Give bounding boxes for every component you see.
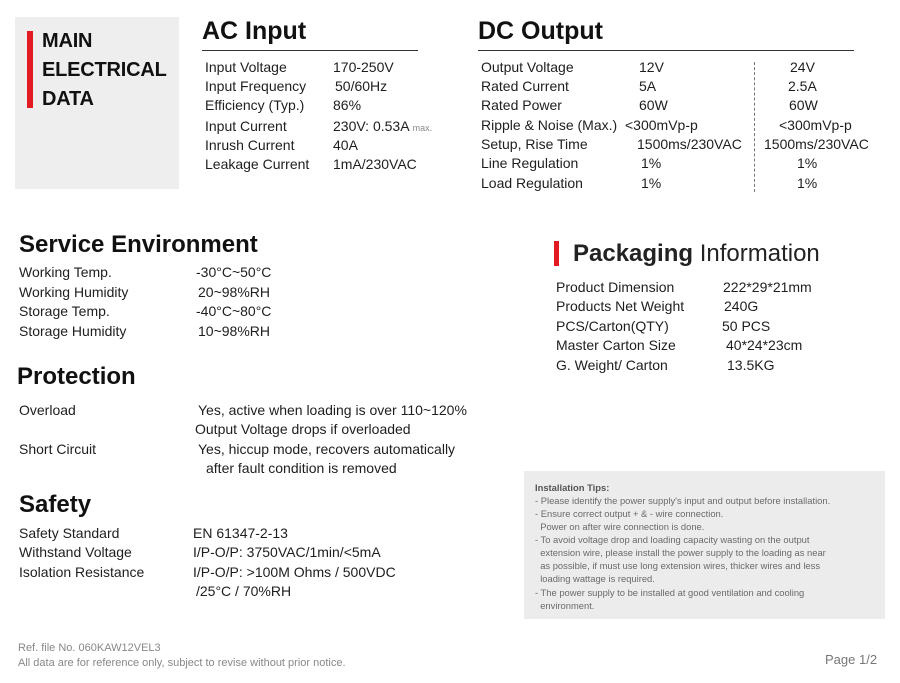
dc-row-label: Load Regulation xyxy=(481,175,583,191)
safety-row-label: Safety Standard xyxy=(19,525,120,541)
main-electrical-data-box xyxy=(15,17,179,189)
packaging-row-label: Product Dimension xyxy=(556,279,675,295)
ac-row-value: 1mA/230VAC xyxy=(333,156,417,172)
packaging-row-label: G. Weight/ Carton xyxy=(556,357,668,373)
packaging-row-label: Master Carton Size xyxy=(556,337,676,353)
protection-title: Protection xyxy=(17,363,136,390)
dc-row-24v: 60W xyxy=(789,97,818,113)
page-number: Page 1/2 xyxy=(825,652,878,667)
dc-row-label: Setup, Rise Time xyxy=(481,136,588,152)
dc-row-12v: 1% xyxy=(641,175,662,191)
dc-row-12v: 12V xyxy=(639,59,664,75)
packaging-title-rest: Information xyxy=(693,240,820,267)
ac-row-label: Input Voltage xyxy=(205,59,287,75)
service-row-value: -40°C~80°C xyxy=(196,303,272,319)
ac-row-label: Leakage Current xyxy=(205,156,310,172)
disclaimer: All data are for reference only, subject to revise without prior notice. xyxy=(18,657,346,669)
short-circuit-value-line-1: Yes, hiccup mode, recovers automatically xyxy=(198,441,456,457)
service-row-label: Storage Humidity xyxy=(19,323,127,339)
service-row-label: Storage Temp. xyxy=(19,303,110,319)
ac-row-value: 86% xyxy=(333,97,362,113)
ac-row-value xyxy=(333,118,432,134)
packaging-title xyxy=(573,240,820,268)
safety-row-label: Withstand Voltage xyxy=(19,544,132,560)
packaging-accent-bar xyxy=(554,241,559,266)
dc-row-label: Output Voltage xyxy=(481,59,574,75)
tip-line: environment. xyxy=(535,600,595,611)
packaging-row-value: 40*24*23cm xyxy=(726,337,803,353)
dc-row-label: Rated Power xyxy=(481,97,562,113)
packaging-row-label: Products Net Weight xyxy=(556,298,685,314)
ac-row-label: Input Frequency xyxy=(205,78,307,94)
input-current-value: 230V: 0.53A xyxy=(333,118,409,134)
tip-line: - The power supply to be installed at good ventilation and cooling xyxy=(535,587,805,598)
main-title-line-2: ELECTRICAL xyxy=(42,59,167,81)
reference-file-number: Ref. file No. 060KAW12VEL3 xyxy=(18,642,161,654)
safety-row-value: I/P-O/P: 3750VAC/1min/<5mA xyxy=(193,544,381,560)
dc-row-24v: 2.5A xyxy=(788,78,817,94)
tip-line: extension wire, please install the power supply to the loading as near xyxy=(535,547,826,558)
isolation-value-continued: /25°C / 70%RH xyxy=(196,583,292,599)
dc-row-label: Ripple & Noise (Max.) xyxy=(481,117,618,133)
short-circuit-value-line-2: after fault condition is removed xyxy=(206,460,397,476)
column-divider xyxy=(754,62,755,192)
safety-row-label: Isolation Resistance xyxy=(19,564,145,580)
service-row-value: -30°C~50°C xyxy=(196,264,272,280)
service-row-label: Working Humidity xyxy=(19,284,129,300)
overload-value-line-1: Yes, active when loading is over 110~120% xyxy=(198,402,467,418)
ac-input-rule xyxy=(202,50,418,51)
dc-row-24v: 1% xyxy=(797,175,818,191)
dc-row-24v: 1500ms/230VAC xyxy=(764,136,869,152)
service-row-label: Working Temp. xyxy=(19,264,112,280)
packaging-row-value: 13.5KG xyxy=(727,357,775,373)
max-note: max. xyxy=(412,123,433,133)
tip-line: - Please identify the power supply's input and output before installation. xyxy=(535,495,831,506)
installation-tips-title: Installation Tips: xyxy=(535,482,610,493)
packaging-row-value: 240G xyxy=(724,298,759,314)
safety-title: Safety xyxy=(19,491,92,518)
safety-row-value: I/P-O/P: >100M Ohms / 500VDC xyxy=(193,564,396,580)
dc-row-24v: <300mVp-p xyxy=(779,117,852,133)
service-row-value: 20~98%RH xyxy=(198,284,270,300)
packaging-row-value: 222*29*21mm xyxy=(723,279,812,295)
tip-line: - To avoid voltage drop and loading capacity wasting on the output xyxy=(535,534,810,545)
accent-bar xyxy=(27,31,33,108)
ac-row-label: Efficiency (Typ.) xyxy=(205,97,305,113)
short-circuit-label: Short Circuit xyxy=(19,441,97,457)
dc-row-label: Line Regulation xyxy=(481,155,579,171)
dc-row-12v: 1500ms/230VAC xyxy=(637,136,742,152)
service-row-value: 10~98%RH xyxy=(198,323,270,339)
dc-output-rule xyxy=(478,50,854,51)
packaging-row-value: 50 PCS xyxy=(722,318,771,334)
dc-row-12v: <300mVp-p xyxy=(625,117,698,133)
main-title-line-3: DATA xyxy=(42,88,94,110)
ac-input-title: AC Input xyxy=(202,17,307,45)
ac-row-value: 170-250V xyxy=(333,59,394,75)
packaging-title-bold: Packaging xyxy=(573,240,694,267)
main-title-line-1: MAIN xyxy=(42,30,93,52)
ac-row-value: 50/60Hz xyxy=(335,78,388,94)
tip-line: loading wattage is required. xyxy=(535,573,655,584)
tip-line: as possible, if must use long extension wires, thicker wires and less xyxy=(535,560,821,571)
dc-row-12v: 5A xyxy=(639,78,657,94)
tip-line: - Ensure correct output + & - wire connection. xyxy=(535,508,724,519)
dc-output-title: DC Output xyxy=(478,17,603,45)
packaging-row-label: PCS/Carton(QTY) xyxy=(556,318,669,334)
dc-row-12v: 1% xyxy=(641,155,662,171)
dc-row-label: Rated Current xyxy=(481,78,569,94)
safety-row-value: EN 61347-2-13 xyxy=(193,525,288,541)
tip-line: Power on after wire connection is done. xyxy=(535,521,705,532)
service-environment-title: Service Environment xyxy=(19,231,258,258)
dc-row-24v: 1% xyxy=(797,155,818,171)
dc-row-12v: 60W xyxy=(639,97,668,113)
ac-row-value: 40A xyxy=(333,137,358,153)
dc-row-24v: 24V xyxy=(790,59,815,75)
overload-value-line-2: Output Voltage drops if overloaded xyxy=(195,421,411,437)
ac-row-label: Inrush Current xyxy=(205,137,295,153)
ac-row-label: Input Current xyxy=(205,118,287,134)
overload-label: Overload xyxy=(19,402,76,418)
